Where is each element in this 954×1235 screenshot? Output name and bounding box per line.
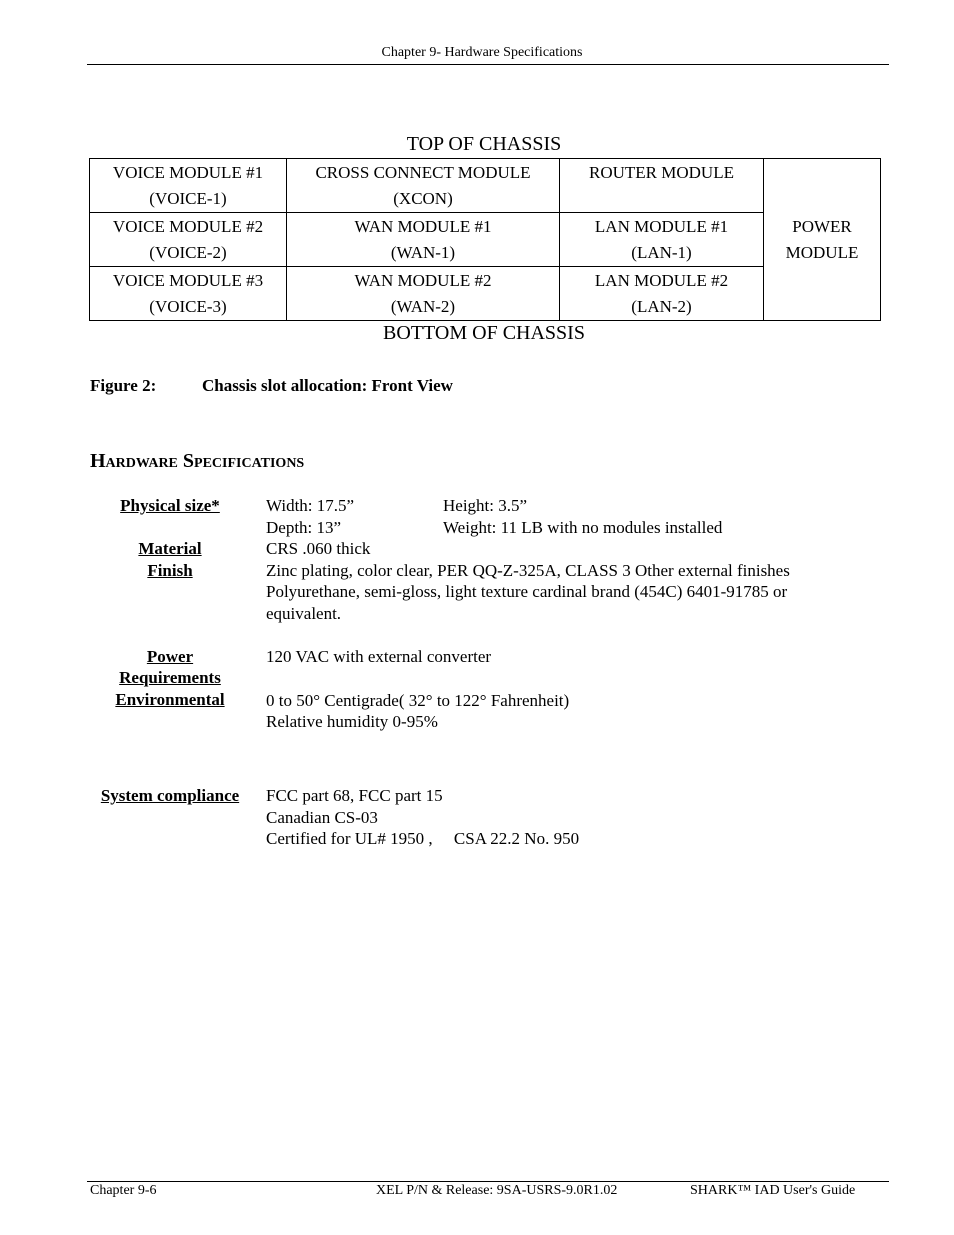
- footer-guide-title: SHARK™ IAD User's Guide: [690, 1183, 856, 1198]
- footer-chapter: Chapter 9-6: [90, 1183, 157, 1198]
- spec-depth-weight: [266, 517, 723, 539]
- spec-compliance-canadian: Canadian CS-03: [266, 807, 378, 827]
- section-heading: Hardware Specifications: [90, 450, 305, 472]
- figure-caption: [90, 376, 453, 396]
- slot-wan-2: WAN MODULE #2 (WAN-2): [287, 267, 560, 321]
- chassis-slot-table: [89, 158, 881, 321]
- figure-number: Figure 2:: [90, 376, 157, 395]
- slot-row-2: [90, 213, 881, 267]
- spec-finish-line-2: Polyurethane, semi-gloss, light texture cardinal brand (454C) 6401-91785 or: [266, 582, 788, 601]
- spec-compliance-fcc: FCC part 68, FCC part 15: [266, 786, 443, 805]
- slot-router: ROUTER MODULE: [560, 159, 764, 213]
- header-rule: [87, 64, 889, 65]
- spec-power: 120 VAC with external converter: [266, 646, 492, 666]
- spec-compliance-certified: Certified for UL# 1950 , CSA 22.2 No. 950: [266, 829, 580, 848]
- spec-environmental-temp: 0 to 50° Centigrade( 32° to 122° Fahrenheit): [266, 690, 570, 710]
- slot-voice-3: VOICE MODULE #3 (VOICE-3): [90, 267, 287, 321]
- chassis-top-label: TOP OF CHASSIS: [406, 133, 562, 155]
- label-requirements: Requirements: [119, 668, 221, 687]
- label-system-compliance: System compliance: [100, 786, 240, 805]
- figure-caption-text: Chassis slot allocation: Front View: [202, 376, 453, 395]
- spec-width-height: [266, 495, 528, 517]
- slot-power-module: POWER MODULE: [764, 159, 881, 321]
- spec-finish-line-1: Zinc plating, color clear, PER QQ-Z-325A, CLASS 3 Other external finishes: [266, 560, 790, 580]
- footer-release: XEL P/N & Release: 9SA-USRS-9.0R1.02: [376, 1183, 618, 1198]
- label-power: Power: [146, 646, 194, 666]
- chassis-bottom-label: BOTTOM OF CHASSIS: [383, 322, 585, 344]
- spec-weight: Weight: 11 LB with no modules installed: [443, 517, 723, 537]
- slot-xcon: CROSS CONNECT MODULE (XCON): [287, 159, 560, 213]
- footer-rule: [87, 1181, 889, 1182]
- label-physical-size: Physical size*: [120, 496, 220, 515]
- label-environmental: Environmental: [115, 689, 225, 709]
- spec-material: CRS .060 thick: [266, 539, 371, 558]
- spec-depth: Depth: 13”: [266, 517, 342, 537]
- label-finish: Finish: [147, 560, 193, 580]
- spec-height: Height: 3.5”: [443, 496, 528, 515]
- slot-lan-2: LAN MODULE #2 (LAN-2): [560, 267, 764, 321]
- slot-voice-1: VOICE MODULE #1 (VOICE-1): [90, 159, 287, 213]
- page-header: Chapter 9- Hardware Specifications: [381, 45, 583, 60]
- label-material: Material: [138, 539, 202, 558]
- slot-row-3: [90, 267, 881, 321]
- slot-wan-1: WAN MODULE #1 (WAN-1): [287, 213, 560, 267]
- slot-voice-2: VOICE MODULE #2 (VOICE-2): [90, 213, 287, 267]
- slot-row-1: [90, 159, 881, 213]
- slot-lan-1: LAN MODULE #1 (LAN-1): [560, 213, 764, 267]
- spec-finish-line-3: equivalent.: [266, 603, 342, 623]
- spec-width: Width: 17.5”: [266, 496, 355, 515]
- spec-environmental-humidity: Relative humidity 0-95%: [266, 712, 438, 731]
